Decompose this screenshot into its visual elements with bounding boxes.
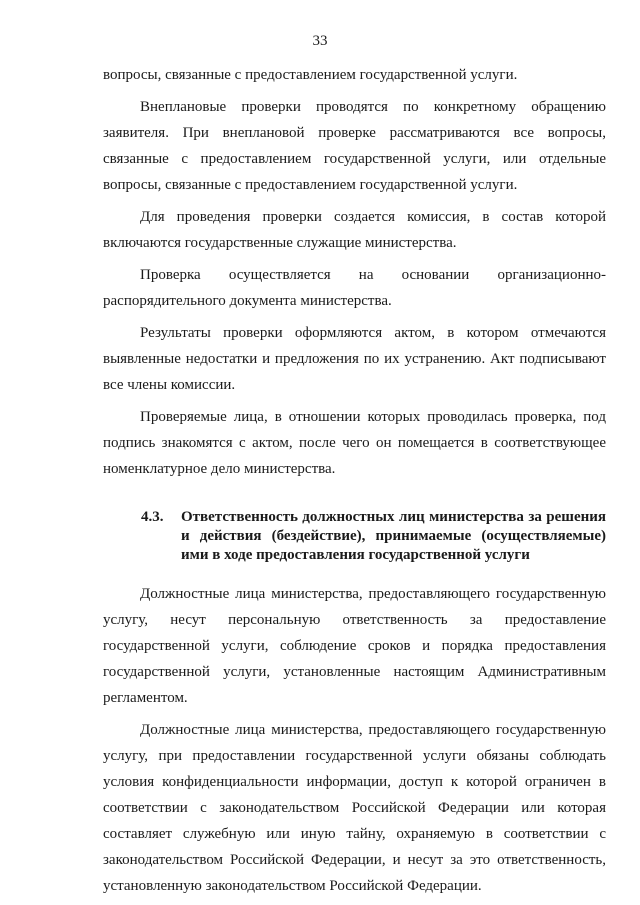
paragraphs-top	[103, 62, 606, 482]
paragraph: Должностные лица министерства, предоставляющего государственную услугу, несут персональную ответственность за предоставление государственной услуги, соблюдение сроков и порядка предоставления государственной услуги, установленные настоящим Административным регламентом.	[103, 586, 606, 706]
paragraph: Для проведения проверки создается комиссия, в состав которой включаются государственные служащие министерства.	[103, 209, 606, 251]
paragraph: вопросы, связанные с предоставлением государственной услуги.	[103, 67, 518, 83]
paragraph: Проверяемые лица, в отношении которых проводилась проверка, под подпись знакомятся с актом, после чего он помещается в соответствующее номенклатурное дело министерства.	[103, 409, 606, 477]
paragraph: Проверка осуществляется на основании организационно-распорядительного документа министерства.	[103, 267, 606, 309]
document-body	[103, 62, 606, 905]
paragraph: Должностные лица министерства, предоставляющего государственную услугу, при предоставлении государственной услуги обязаны соблюдать условия конфиденциальности информации, доступ к которой ограничен в соответствии с законодательством Российской Федерации или которая составляет служебную или иную тайну, охраняемую в соответствии с законодательством Российской Федерации, и несут за это ответственность, установленную законодательством Российской Федерации.	[103, 722, 606, 894]
paragraph: Внеплановые проверки проводятся по конкретному обращению заявителя. При внеплановой проверке рассматриваются все вопросы, связанные с предоставлением государственной услуги, или отдельные вопросы, связанные с предоставлением государственной услуги.	[103, 99, 606, 193]
section-number: 4.3.	[141, 509, 164, 525]
section-heading	[103, 508, 606, 565]
section-title: Ответственность должностных лиц министерства за решения и действия (бездействие), принимаемые (осуществляемые) ими в ходе предоставления государственной услуги	[181, 509, 606, 563]
page-number: 33	[312, 33, 328, 49]
paragraphs-bottom	[103, 581, 606, 899]
paragraph: Результаты проверки оформляются актом, в котором отмечаются выявленные недостатки и предложения по их устранению. Акт подписывают все члены комиссии.	[103, 325, 606, 393]
